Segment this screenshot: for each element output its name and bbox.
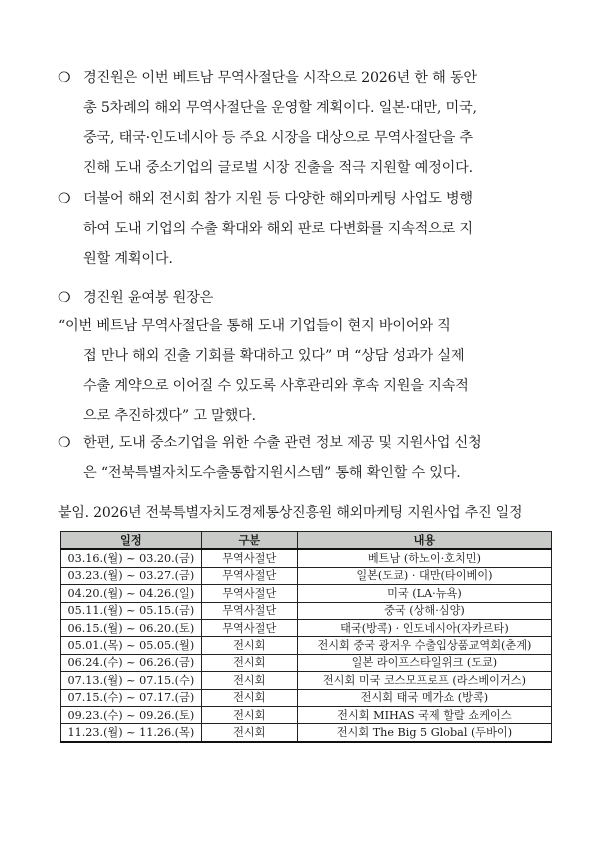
cell-content: 베트남 (하노이·호치민)	[297, 549, 551, 567]
header-schedule: 일정	[61, 532, 202, 550]
cell-schedule: 04.20.(월) ~ 04.26.(일)	[61, 585, 202, 602]
table-row	[61, 637, 552, 654]
table-row	[61, 724, 552, 742]
cell-schedule: 03.23.(월) ~ 03.27.(금)	[61, 567, 202, 584]
cell-content: 전시회 태국 메가쇼 (방콕)	[297, 689, 551, 706]
table-row	[61, 549, 552, 567]
table-row	[61, 706, 552, 723]
table-row	[61, 654, 552, 671]
circle-bullet-icon: ❍	[58, 290, 71, 306]
paragraph-line: 하여 도내 기업의 수출 확대와 해외 판로 다변화를 지속적으로 지	[83, 221, 473, 237]
paragraph-line: 총 5차례의 해외 무역사절단을 운영할 계획이다. 일본·대만, 미국,	[83, 100, 477, 116]
cell-schedule: 03.16.(월) ~ 03.20.(금)	[61, 549, 202, 567]
cell-content: 전시회 중국 광저우 수출입상품교역회(춘계)	[297, 637, 551, 654]
cell-content: 전시회 The Big 5 Global (두바이)	[297, 724, 551, 742]
cell-schedule: 06.15.(월) ~ 06.20.(토)	[61, 619, 202, 636]
cell-content: 전시회 미국 코스모프로프 (라스베이거스)	[297, 672, 551, 689]
paragraph-line: 진해 도내 중소기업의 글로벌 시장 진출을 적극 지원할 예정이다.	[83, 160, 473, 176]
paragraph-line: 중국, 태국·인도네시아 등 주요 시장을 대상으로 무역사절단을 추	[83, 130, 473, 146]
cell-schedule: 09.23.(수) ~ 09.26.(토)	[61, 706, 202, 723]
paragraph-line: 원할 계획이다.	[83, 251, 173, 267]
paragraph-line: 한편, 도내 중소기업을 위한 수출 관련 정보 제공 및 지원사업 신청	[83, 435, 482, 451]
cell-content: 일본 라이프스타일위크 (도쿄)	[297, 654, 551, 671]
table-row	[61, 567, 552, 584]
quote-line: 으로 추진하겠다” 고 말했다.	[83, 408, 256, 424]
cell-content: 전시회 MIHAS 국제 할랄 쇼케이스	[297, 706, 551, 723]
cell-schedule: 05.01.(목) ~ 05.05.(월)	[61, 637, 202, 654]
paragraph-line: 더불어 해외 전시회 참가 지원 등 다양한 해외마케팅 사업도 병행	[83, 191, 473, 207]
table-row	[61, 689, 552, 706]
cell-category: 전시회	[201, 724, 297, 742]
cell-category: 전시회	[201, 672, 297, 689]
paragraph-line: 경진원 윤여봉 원장은	[83, 290, 214, 306]
table-row	[61, 602, 552, 619]
cell-schedule: 11.23.(월) ~ 11.26.(목)	[61, 724, 202, 742]
cell-schedule: 05.11.(월) ~ 05.15.(금)	[61, 602, 202, 619]
table-row	[61, 619, 552, 636]
cell-schedule: 07.13.(월) ~ 07.15.(수)	[61, 672, 202, 689]
cell-category: 전시회	[201, 637, 297, 654]
paragraph-overseas-marketing	[58, 184, 556, 274]
table-header-row	[61, 532, 552, 550]
paragraph-line: 은 “전북특별자치도수출통합지원시스템” 통해 확인할 수 있다.	[83, 465, 461, 481]
cell-category: 무역사절단	[201, 549, 297, 567]
paragraph-director-intro	[58, 283, 556, 313]
circle-bullet-icon: ❍	[58, 191, 71, 207]
cell-category: 무역사절단	[201, 585, 297, 602]
cell-content: 일본(도쿄) · 대만(타이베이)	[297, 567, 551, 584]
director-quote	[58, 311, 556, 431]
cell-content: 태국(방콕) · 인도네시아(자카르타)	[297, 619, 551, 636]
schedule-table	[60, 531, 552, 743]
quote-line: “이번 베트남 무역사절단을 통해 도내 기업들이 현지 바이어와 직	[58, 318, 451, 334]
cell-category: 무역사절단	[201, 602, 297, 619]
cell-category: 전시회	[201, 689, 297, 706]
circle-bullet-icon: ❍	[58, 435, 71, 451]
table-row	[61, 585, 552, 602]
cell-schedule: 07.15.(수) ~ 07.17.(금)	[61, 689, 202, 706]
paragraph-export-support-system	[58, 428, 556, 488]
cell-category: 전시회	[201, 706, 297, 723]
header-category: 구분	[201, 532, 297, 550]
paragraph-line: 경진원은 이번 베트남 무역사절단을 시작으로 2026년 한 해 동안	[83, 70, 477, 86]
cell-category: 전시회	[201, 654, 297, 671]
cell-category: 무역사절단	[201, 567, 297, 584]
quote-line: 수출 계약으로 이어질 수 있도록 사후관리와 후속 지원을 지속적	[83, 378, 469, 394]
cell-schedule: 06.24.(수) ~ 06.26.(금)	[61, 654, 202, 671]
cell-content: 중국 (상해·심양)	[297, 602, 551, 619]
circle-bullet-icon: ❍	[58, 70, 71, 86]
quote-line: 접 만나 해외 진출 기회를 확대하고 있다” 며 “상담 성과가 실제	[83, 348, 465, 364]
attachment-caption: 붙임. 2026년 전북특별자치도경제통상진흥원 해외마케팅 지원사업 추진 일정	[58, 505, 523, 521]
cell-content: 미국 (LA·뉴욕)	[297, 585, 551, 602]
paragraph-trade-mission-plan	[58, 63, 556, 183]
cell-category: 무역사절단	[201, 619, 297, 636]
header-content: 내용	[297, 532, 551, 550]
table-row	[61, 672, 552, 689]
